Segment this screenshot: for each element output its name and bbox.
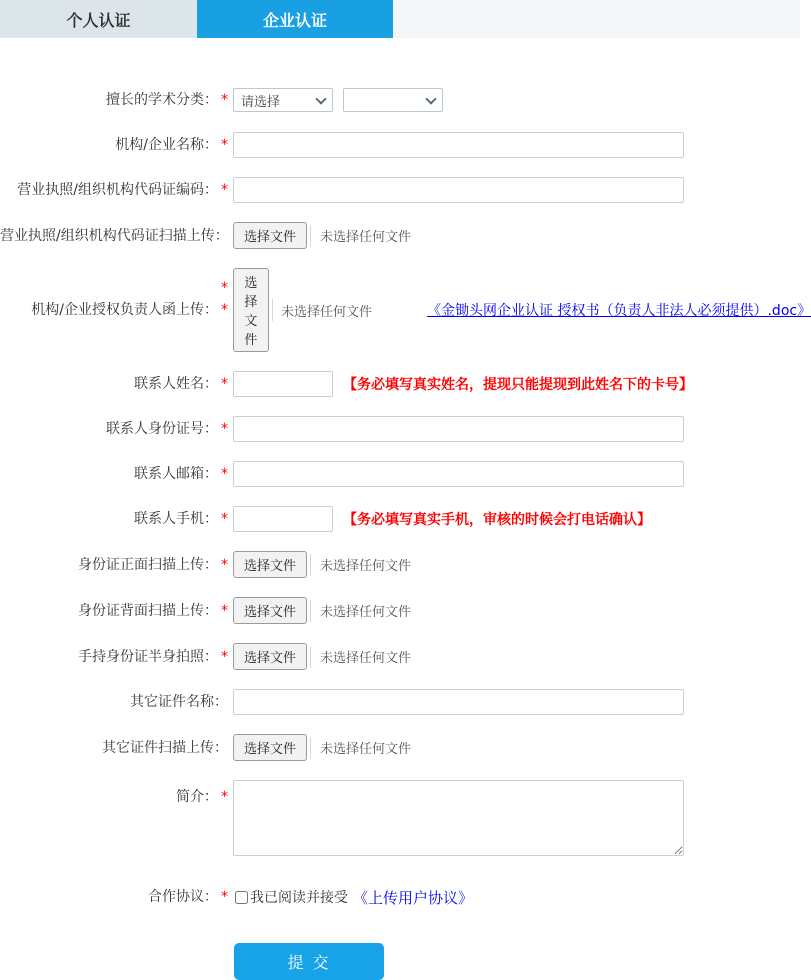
required-asterisk: * [221,511,228,527]
field-label [0,644,228,670]
upload-user-agreement-link[interactable]: 《上传用户协议》 [353,887,473,908]
divider [310,600,311,622]
label-text: 其它证件名称： [130,694,228,710]
label-text: 联系人邮箱： [134,466,218,482]
license-code-input[interactable] [233,177,684,203]
field-label [0,371,228,397]
no-file-selected-text: 未选择任何文件 [320,738,411,757]
field-label [0,461,228,487]
required-asterisk: * [221,302,228,318]
category-select-1[interactable] [233,88,333,112]
label-text: 营业执照/组织机构代码证扫描上传： [0,228,229,244]
label-text: 联系人手机： [134,511,218,527]
no-file-selected-text: 未选择任何文件 [320,647,411,666]
label-text: 身份证正面扫描上传： [78,557,218,573]
field-label [0,87,228,113]
contact-phone-warning: 【务必填写真实手机，审核的时候会打电话确认】 [343,509,651,529]
row-contact-id-number [0,416,800,442]
row-academic-category [0,87,800,113]
divider [310,225,311,247]
row-contact-name [0,371,800,397]
row-license-code [0,177,800,203]
field-label [0,132,228,158]
field-label [0,689,228,715]
label-text: 联系人姓名： [134,376,218,392]
tab-personal-certification[interactable]: 个人认证 [0,0,197,38]
field-label [0,223,228,249]
introduction-textarea[interactable] [233,780,684,856]
divider [310,646,311,668]
required-asterisk: * [221,281,228,295]
label-text: 营业执照/组织机构代码证编码： [17,182,218,198]
category-select-2[interactable] [343,88,443,112]
contact-id-input[interactable] [233,416,684,442]
required-asterisk: * [221,557,228,573]
authorization-doc-link[interactable]: 《金锄头网企业认证 授权书（负责人非法人必须提供）.doc》 [427,300,811,320]
id-holding-file-button[interactable]: 选择文件 [233,643,307,670]
field-label [0,884,228,910]
row-other-cert-name [0,689,800,715]
field-label [0,506,228,532]
label-text: 简介： [176,789,218,805]
label-text: 合作协议： [148,889,218,905]
required-asterisk: * [221,603,228,619]
label-text: 其它证件扫描上传： [102,740,228,756]
required-asterisk: * [221,889,228,905]
required-asterisk: * [221,421,228,437]
row-other-cert-upload [0,734,800,761]
required-asterisk: * [221,789,228,805]
row-license-scan-upload [0,222,800,249]
required-asterisk: * [221,649,228,665]
label-text: 身份证背面扫描上传： [78,603,218,619]
field-label [0,416,228,442]
agreement-checkbox[interactable] [235,891,248,904]
required-asterisk: * [221,137,228,153]
row-contact-email [0,461,800,487]
id-back-file-button[interactable]: 选择文件 [233,597,307,624]
no-file-selected-text: 未选择任何文件 [320,555,411,574]
row-contact-phone [0,506,800,532]
org-name-input[interactable] [233,132,684,158]
no-file-selected-text: 未选择任何文件 [320,226,411,245]
field-label [0,552,228,578]
divider [310,737,311,759]
contact-name-warning: 【务必填写真实姓名，提现只能提现到此姓名下的卡号】 [343,374,693,394]
field-label [0,735,228,761]
field-label [0,297,228,323]
row-cooperation-agreement [0,884,800,910]
license-scan-file-button[interactable]: 选择文件 [233,222,307,249]
row-id-holding-photo-upload [0,643,800,670]
submit-button[interactable]: 提 交 [234,943,384,980]
tab-enterprise-certification[interactable]: 企业认证 [197,0,393,38]
chevron-down-icon [315,93,326,104]
enterprise-certification-form [0,38,800,980]
tab-bar-filler [393,0,800,38]
required-asterisk: * [221,182,228,198]
chevron-down-icon [425,93,436,104]
row-introduction [0,780,800,856]
other-cert-file-button[interactable]: 选择文件 [233,734,307,761]
required-asterisk: * [221,92,228,108]
row-id-back-upload [0,597,800,624]
divider [310,554,311,576]
no-file-selected-text: 未选择任何文件 [320,601,411,620]
row-org-name [0,132,800,158]
label-text: 联系人身份证号： [106,421,218,437]
other-cert-name-input[interactable] [233,689,684,715]
agreement-text: 我已阅读并接受 [250,887,348,907]
row-id-front-upload [0,551,800,578]
label-text: 机构/企业名称： [115,137,218,153]
contact-email-input[interactable] [233,461,684,487]
label-text: 机构/企业授权负责人函上传： [31,302,218,318]
label-text: 手持身份证半身拍照： [78,649,218,665]
id-front-file-button[interactable]: 选择文件 [233,551,307,578]
row-auth-letter-upload [0,268,800,352]
required-asterisk: * [221,466,228,482]
field-label [0,780,228,810]
contact-phone-input[interactable] [233,506,333,532]
contact-name-input[interactable] [233,371,333,397]
tab-bar [0,0,800,38]
required-asterisk: * [221,376,228,392]
label-text: 擅长的学术分类： [106,92,218,108]
select-value: 请选择 [241,91,280,110]
field-label [0,598,228,624]
field-label [0,177,228,203]
no-file-selected-text: 未选择任何文件 [281,301,372,320]
auth-letter-file-button[interactable]: 选择文件 [233,268,269,352]
